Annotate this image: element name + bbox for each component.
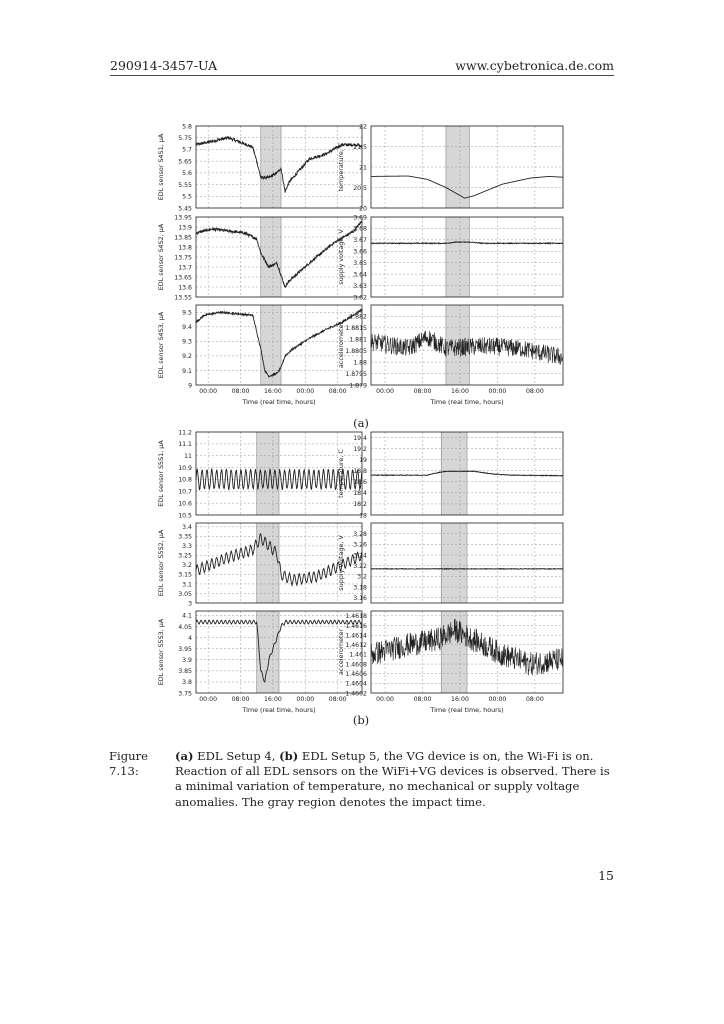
y-tick-label: 1.8815 [345, 325, 367, 333]
y-tick-label: 11.1 [178, 441, 192, 449]
panel-b-edl3 [157, 611, 362, 703]
x-tick-label: 16:00 [451, 388, 469, 395]
x-axis-label: Time (real time, hours) [242, 398, 316, 406]
y-tick-label: 5.65 [178, 158, 192, 166]
y-tick-label: 3.95 [178, 645, 192, 653]
x-tick-label: 08:00 [231, 696, 250, 703]
caption-label: Figure 7.13: [109, 749, 149, 779]
x-tick-label: 08:00 [413, 696, 432, 703]
y-tick-label: 3.65 [353, 260, 367, 268]
y-tick-label: 3.24 [353, 552, 367, 560]
y-tick-label: 3.16 [353, 594, 367, 602]
y-axis-label: temperature, C [337, 449, 345, 498]
y-tick-label: 9.5 [182, 309, 192, 317]
y-tick-label: 3.18 [353, 584, 367, 592]
x-tick-label: 08:00 [525, 696, 544, 703]
y-tick-label: 9.3 [182, 338, 192, 346]
x-tick-label: 08:00 [328, 388, 347, 395]
figure-caption [109, 749, 619, 810]
y-tick-label: 1.88 [353, 359, 367, 367]
y-tick-label: 13.65 [174, 274, 192, 282]
x-tick-label: 16:00 [264, 696, 282, 703]
y-tick-label: 3.4 [182, 524, 192, 532]
y-tick-label: 13.85 [174, 234, 192, 242]
panel-a-edl1 [157, 123, 362, 212]
caption-a-text: EDL Setup 4, [197, 749, 276, 763]
panel-a-edl3 [157, 305, 362, 395]
y-tick-label: 1.4608 [345, 661, 367, 669]
y-tick-label: 1.4618 [345, 613, 367, 621]
panel-b-edl2 [157, 523, 362, 607]
header-report-id: 290914-3457-UA [110, 58, 218, 73]
y-tick-label: 20.5 [353, 184, 367, 192]
y-tick-label: 19.4 [353, 434, 367, 442]
y-tick-label: 9.1 [182, 367, 192, 375]
y-axis-label: EDL sensor S4S3, μA [157, 311, 165, 379]
impact-region [446, 126, 469, 208]
y-tick-label: 3.26 [353, 541, 367, 549]
y-tick-label: 13.55 [174, 294, 192, 302]
y-tick-label: 1.4606 [345, 671, 367, 679]
y-tick-label: 3.62 [353, 294, 367, 302]
panel-b-temp [337, 432, 563, 519]
subfigure-label-a: (a) [353, 416, 369, 430]
y-tick-label: 11.2 [178, 429, 192, 437]
y-tick-label: 10.8 [178, 476, 192, 484]
y-tick-label: 3.22 [353, 562, 367, 570]
y-tick-label: 21 [359, 164, 367, 172]
y-tick-label: 4 [188, 634, 192, 642]
y-axis-label: supply voltage, V [337, 535, 345, 591]
y-tick-label: 1.8795 [345, 370, 367, 378]
x-tick-label: 08:00 [231, 388, 250, 395]
y-axis-label: EDL sensor S5S2, μA [157, 529, 165, 597]
x-tick-label: 08:00 [525, 388, 544, 395]
panel-b-volt [337, 523, 563, 603]
y-tick-label: 10.9 [178, 464, 192, 472]
y-tick-label: 5.5 [182, 193, 192, 201]
subfigure-label-b: (b) [352, 713, 370, 727]
impact-region [257, 611, 279, 693]
y-tick-label: 3.9 [182, 657, 192, 665]
panel-a-volt [337, 214, 563, 301]
x-tick-label: 16:00 [451, 696, 469, 703]
y-tick-label: 5.6 [182, 170, 192, 178]
y-tick-label: 10.7 [178, 488, 192, 496]
caption-body [175, 749, 619, 810]
caption-b-marker: (b) [279, 749, 299, 763]
panel-b-accel [337, 611, 563, 703]
y-tick-label: 9 [188, 382, 192, 390]
y-tick-label: 3.35 [178, 533, 192, 541]
y-tick-label: 1.4612 [345, 642, 367, 650]
y-tick-label: 5.8 [182, 123, 192, 131]
y-tick-label: 3.64 [353, 271, 367, 279]
y-tick-label: 13.95 [174, 214, 192, 222]
x-tick-label: 00:00 [488, 696, 507, 703]
x-axis-label: Time (real time, hours) [242, 706, 316, 714]
y-tick-label: 11 [184, 453, 192, 461]
y-axis-label: EDL sensor S5S1, μA [157, 440, 165, 507]
y-axis-label: accelerometer [337, 628, 345, 676]
panel-a-accel [337, 305, 563, 395]
impact-region [441, 432, 467, 515]
x-tick-label: 08:00 [413, 388, 432, 395]
y-tick-label: 3.68 [353, 225, 367, 233]
y-tick-label: 4.1 [182, 612, 192, 620]
y-tick-label: 19.2 [353, 445, 367, 453]
y-tick-label: 5.7 [182, 146, 192, 154]
y-tick-label: 1.4604 [345, 680, 367, 688]
x-tick-label: 08:00 [328, 696, 347, 703]
y-tick-label: 1.4602 [345, 690, 367, 698]
y-tick-label: 3 [188, 600, 192, 608]
y-tick-label: 3.63 [353, 282, 367, 290]
y-tick-label: 10.6 [178, 500, 192, 508]
y-tick-label: 22 [359, 123, 367, 131]
y-axis-label: EDL sensor S5S3, μA [157, 618, 165, 686]
y-tick-label: 13.9 [178, 224, 192, 232]
x-axis-label: Time (real time, hours) [430, 706, 504, 714]
y-tick-label: 3.1 [182, 581, 192, 589]
page-number: 15 [598, 868, 614, 883]
y-tick-label: 18.6 [353, 479, 367, 487]
y-tick-label: 3.8 [182, 679, 192, 687]
y-tick-label: 9.2 [182, 353, 192, 361]
x-tick-label: 00:00 [296, 388, 315, 395]
y-tick-label: 3.69 [353, 214, 367, 222]
y-tick-label: 18 [359, 512, 367, 520]
y-tick-label: 3.28 [353, 530, 367, 538]
y-tick-label: 5.75 [178, 135, 192, 143]
y-tick-label: 3.3 [182, 543, 192, 551]
y-tick-label: 19 [359, 456, 367, 464]
y-axis-label: EDL sensor S4S1, μA [157, 133, 165, 201]
y-tick-label: 3.75 [178, 690, 192, 698]
y-tick-label: 20 [359, 205, 367, 213]
panel-b-edl1 [157, 429, 362, 519]
x-tick-label: 00:00 [488, 388, 507, 395]
panel-a-temp [337, 123, 563, 212]
y-tick-label: 18.4 [353, 490, 367, 498]
y-tick-label: 1.882 [349, 313, 367, 321]
x-tick-label: 00:00 [296, 696, 315, 703]
y-tick-label: 3.67 [353, 237, 367, 245]
y-tick-label: 13.75 [174, 254, 192, 262]
y-tick-label: 13.6 [178, 284, 192, 292]
impact-region [261, 126, 281, 208]
y-tick-label: 21.5 [353, 143, 367, 151]
y-tick-label: 1.461 [349, 651, 367, 659]
y-tick-label: 1.879 [349, 382, 367, 390]
x-tick-label: 00:00 [376, 388, 394, 395]
series-line-b-volt [371, 569, 563, 570]
y-tick-label: 10.5 [178, 512, 192, 520]
y-tick-label: 13.8 [178, 244, 192, 252]
y-axis-label: supply voltage, V [337, 229, 345, 285]
panel-a-edl2 [157, 214, 362, 301]
x-axis-label: Time (real time, hours) [430, 398, 504, 406]
header-website: www.cybetronica.de.com [455, 58, 614, 73]
y-tick-label: 18.2 [353, 501, 367, 509]
y-tick-label: 13.7 [178, 264, 192, 272]
y-tick-label: 3.85 [178, 668, 192, 676]
y-axis-label: accelerometer [337, 321, 345, 369]
x-tick-label: 00:00 [199, 388, 218, 395]
y-tick-label: 18.8 [353, 468, 367, 476]
y-tick-label: 3.15 [178, 571, 192, 579]
y-tick-label: 1.4616 [345, 622, 367, 630]
y-tick-label: 3.66 [353, 248, 367, 256]
y-tick-label: 4.05 [178, 623, 192, 631]
y-tick-label: 1.881 [349, 336, 367, 344]
impact-region [441, 523, 467, 603]
y-tick-label: 3.25 [178, 552, 192, 560]
y-tick-label: 1.8805 [345, 348, 367, 356]
y-tick-label: 5.55 [178, 181, 192, 189]
x-tick-label: 16:00 [264, 388, 282, 395]
y-tick-label: 3.2 [182, 562, 192, 570]
caption-b-text: EDL Setup 5, the VG device is on, the Wi-Fi is on. Reaction of all EDL sensors on the WiFi+VG devices is observed. There is a minimal variation of temperature, no mechanical or supply voltage anomalies. The gray region denotes the impact time. [175, 749, 610, 809]
y-tick-label: 3.2 [357, 573, 367, 581]
x-tick-label: 00:00 [376, 696, 394, 703]
y-axis-label: temperature, C [337, 142, 345, 192]
y-tick-label: 9.4 [182, 324, 192, 332]
y-axis-label: EDL sensor S4S2, μA [157, 223, 165, 291]
y-tick-label: 1.4614 [345, 632, 367, 640]
impact-region [446, 217, 469, 297]
caption-a-marker: (a) [175, 749, 194, 763]
y-tick-label: 5.45 [178, 205, 192, 213]
x-tick-label: 00:00 [199, 696, 218, 703]
y-tick-label: 3.05 [178, 590, 192, 598]
